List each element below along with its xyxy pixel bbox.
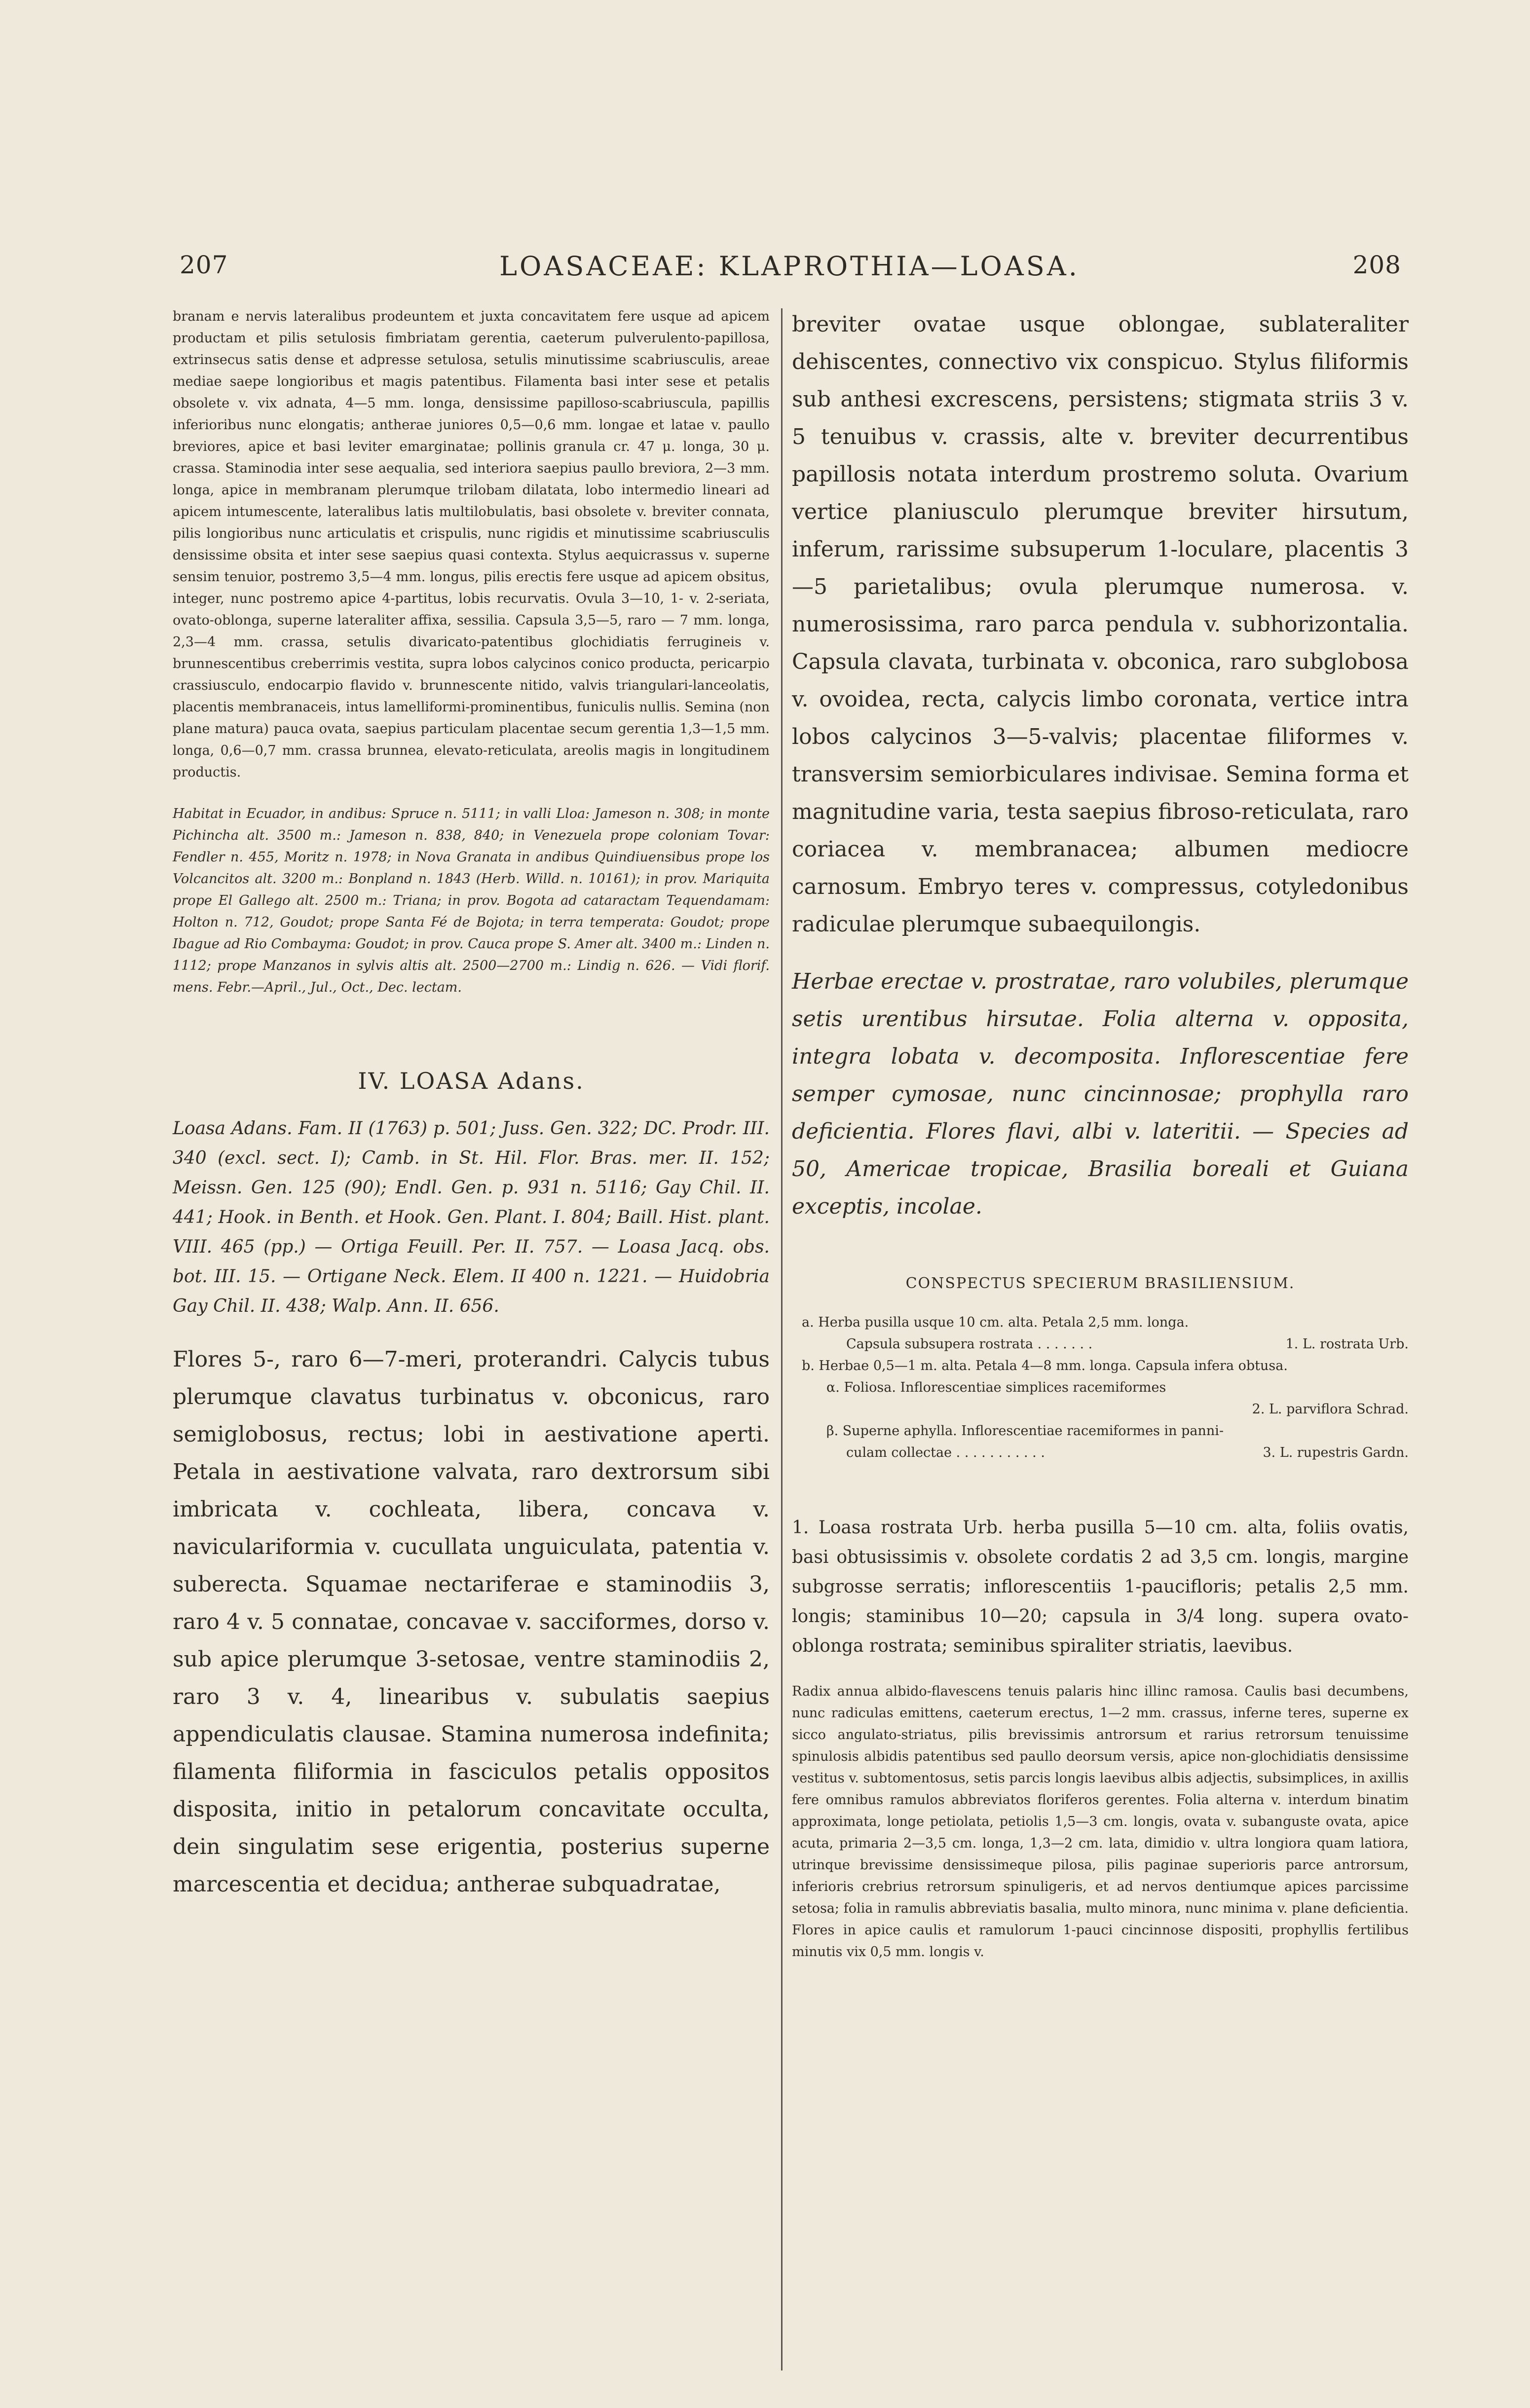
- habitat-paragraph: Habitat in Ecuador, in andibus: Spruce n. 5111; in valli Lloa: Jameson n. 308; in monte Pichincha alt. 3500 m.: Jameson n. 838, 840; in Venezuela prope coloniam Tovar: Fendler n. 455, Moritz n. 1978; in Nova Granata in andibus Quindiuensibus prope los Volcancitos alt. 3200 m.: Bonpland n. 1843 (Herb. Willd. n. 10161); in prov. Mariquita prope El Gallego alt. 2500 m.: Triana; in prov. Bogota ad cataractam Tequendamam: Holton n. 712, Goudot; prope Santa Fé de Bojota; in terra temperata: Goudot; prope Ibague ad Rio Combayma: Goudot; in prov. Cauca prope S. Amer alt. 3400 m.: Linden n. 1112; prope Manzanos in sylvis altis alt. 2500—2700 m.: Lindig n. 626. — Vidi florif. mens. Febr.—April., Jul., Oct., Dec. lectam.: [173, 806, 770, 995]
- left-column: [173, 306, 770, 1903]
- key-line: b. Herbae 0,5—1 m. alta. Petala 4—8 mm. longa. Capsula infera obtusa.: [802, 1358, 1288, 1373]
- genus-description: Flores 5-, raro 6—7-meri, proterandri. Calycis tubus plerumque clavatus turbinatus v. obconicus, raro semiglobosus, rectus; lobi in aestivatione aperti. Petala in aestivatione valvata, raro dextrorsum sibi imbricata v. cochleata, libera, concava v. naviculariformia v. cucullata unguiculata, patentia v. suberecta. Squamae nectariferae e staminodiis 3, raro 4 v. 5 connatae, concavae v. sacciformes, dorso v. sub apice plerumque 3-setosae, ventre staminodiis 2, raro 3 v. 4, linearibus v. subulatis saepius appendiculatis clausae. Stamina numerosa indefinita; filamenta filiformia in fasciculos petalis oppositos disposita, initio in petalorum concavitate occulta, dein singulatim sese erigentia, posterius superne marcescentia et decidua; antherae subquadratae,: [173, 1347, 770, 1897]
- page-number-right: 208: [1352, 251, 1401, 279]
- key-line: β. Superne aphylla. Inflorescentiae racemiformes in panni-: [826, 1423, 1224, 1439]
- species-description: Radix annua albido-flavescens tenuis palaris hinc illinc ramosa. Caulis basi decumbens, nunc radiculas emittens, caeterum erectus, 1—2 mm. crassus, inferne teres, superne ex sicco angulato-striatus, pilis brevissimis antrorsum et rarius retrorsum tenuissime spinulosis albidis patentibus sed paullo deorsum versis, apice non-glochidiatis densissime vestitus v. subtomentosus, setis parcis longis laevibus albis adjectis, subsimplices, in axillis fere omnibus ramulos abbreviatos floriferos gerentes. Folia alterna v. interdum binatim approximata, longe petiolata, petiolis 1,5—3 cm. longis, ovata v. subanguste ovata, apice acuta, primaria 2—3,5 cm. longa, 1,3—2 cm. lata, dimidio v. ultra longiora quam latiora, utrinque brevissime densissimeque pilosa, pilis paginae superioris parce antrorsum, inferioris crebrius retrorsum spinuligeris, et ad nervos dentiumque apices parcissime setosa; folia in ramulis abbreviatis basalia, multo minora, nunc minima v. plane deficientia. Flores in apice caulis et ramulorum 1-pauci cincinnose dispositi, prophyllis fertilibus minutis vix 0,5 mm. longis v.: [792, 1684, 1409, 1960]
- running-title: LOASACEAE: KLAPROTHIA—LOASA.: [499, 251, 1080, 282]
- key-line: 2. L. parviflora Schrad.: [1252, 1402, 1409, 1417]
- page-header: [168, 251, 1411, 295]
- key-line: α. Foliosa. Inflorescentiae simplices racemiformes: [826, 1380, 1166, 1395]
- habit-summary: Herbae erectae v. prostratae, raro volubiles, plerumque setis urentibus hirsutae. Folia alterna v. opposita, integra lobata v. decomposita. Inflorescentiae fere semper cymosae, nunc cincinnosae; prophylla raro deficientia. Flores flavi, albi v. lateritii. — Species ad 50, Americae tropicae, Brasilia boreali et Guiana exceptis, incolae.: [792, 969, 1409, 1219]
- genus-synonymy: Loasa Adans. Fam. II (1763) p. 501; Juss. Gen. 322; DC. Prodr. III. 340 (excl. sect. I); Camb. in St. Hil. Flor. Bras. mer. II. 152; Meissn. Gen. 125 (90); Endl. Gen. p. 931 n. 5116; Gay Chil. II. 441; Hook. in Benth. et Hook. Gen. Plant. I. 804; Baill. Hist. plant. VIII. 465 (pp.) — Ortiga Feuill. Per. II. 757. — Loasa Jacq. obs. bot. III. 15. — Ortigane Neck. Elem. II 400 n. 1221. — Huidobria Gay Chil. II. 438; Walp. Ann. II. 656.: [173, 1118, 770, 1316]
- key-line: a. Herba pusilla usque 10 cm. alta. Petala 2,5 mm. longa.: [802, 1315, 1189, 1330]
- genus-description-continued: breviter ovatae usque oblongae, sublateraliter dehiscentes, connectivo vix conspicuo. Stylus filiformis sub anthesi excrescens, persistens; stigmata striis 3 v. 5 tenuibus v. crassis, alte v. breviter decurrentibus papillosis notata interdum prostremo soluta. Ovarium vertice planiusculo plerumque breviter hirsutum, inferum, rarissime subsuperum 1-loculare, placentis 3—5 parietalibus; ovula plerumque numerosa. v. numerosissima, raro parca pendula v. subhorizontalia. Capsula clavata, turbinata v. obconica, raro subglobosa v. ovoidea, recta, calycis limbo coronata, vertice intra lobos calycinos 3—5-valvis; placentae filiformes v. transversim semiorbiculares indivisae. Semina forma et magnitudine varia, testa saepius fibroso-reticulata, raro coriacea v. membranacea; albumen mediocre carnosum. Embryo teres v. compressus, cotyledonibus radiculae plerumque subaequilongis.: [792, 312, 1409, 937]
- species-diagnosis: 1. Loasa rostrata Urb. herba pusilla 5—10 cm. alta, foliis ovatis, basi obtusissimis v. obsolete cordatis 2 ad 3,5 cm. longis, margine subgrosse serratis; inflorescentiis 1-paucifloris; petalis 2,5 mm. longis; staminibus 10—20; capsula in 3/4 long. supera ovato-oblonga rostrata; seminibus spiraliter striatis, laevibus.: [792, 1518, 1409, 1656]
- column-divider: [781, 308, 783, 2371]
- right-column: [792, 306, 1409, 1963]
- conspectus-title: CONSPECTUS SPECIERUM BRASILIENSIUM.: [905, 1275, 1295, 1292]
- page-number-left: 207: [180, 251, 228, 279]
- key-line: Capsula subsupera rostrata . . . . . . . 1. L. rostrata Urb.: [846, 1336, 1409, 1352]
- genus-heading: IV. LOASA Adans.: [358, 1068, 585, 1094]
- conspectus-key: [792, 1312, 1409, 1464]
- description-continued: branam e nervis lateralibus prodeuntem et juxta concavitatem fere usque ad apicem productam et pilis setulosis fimbriatam gerentia, caeterum pulverulento-papillosa, extrinsecus satis dense et adpresse setulosa, setulis minutissime scabriusculis, areae mediae saepe longioribus et magis patentibus. Filamenta basi inter sese et petalis obsolete v. vix adnata, 4—5 mm. longa, densissime papilloso-scabriuscula, papillis inferioribus nunc elongatis; antherae juniores 0,5—0,6 mm. longae et latae v. paullo breviores, apice et basi leviter emarginatae; pollinis granula cr. 47 μ. longa, 30 μ. crassa. Staminodia inter sese aequalia, sed interiora saepius paullo breviora, 2—3 mm. longa, apice in membranam plerumque trilobam dilatata, lobo intermedio lineari ad apicem intumescente, lateralibus latis multilobulatis, basi obsolete v. breviter connata, pilis longioribus nunc articulatis et crispulis, nunc rigidis et minutissime scabriusculis densissime obsita et inter sese saepius quasi contexta. Stylus aequicrassus v. superne sensim tenuior, postremo 3,5—4 mm. longus, pilis erectis fere usque ad apicem obsitus, integer, nunc postremo apice 4-partitus, lobis recurvatis. Ovula 3—10, 1- v. 2-seriata, ovato-oblonga, superne lateraliter affixa, sessilia. Capsula 3,5—5, raro — 7 mm. longa, 2,3—4 mm. crassa, setulis divaricato-patentibus glochidiatis ferrugineis v. brunnescentibus creberrimis vestita, supra lobos calycinos conico producta, pericarpio crassiusculo, endocarpio flavido v. brunnescente nitido, valvis triangulari-lanceolatis, placentis membranaceis, intus lamelliformi-prominentibus, funiculis nullis. Semina (non plane matura) pauca ovata, saepius particulam placentae secum gerentia 1,3—1,5 mm. longa, 0,6—0,7 mm. crassa brunnea, elevato-reticulata, areolis magis in longitudinem productis.: [173, 309, 770, 780]
- key-line: culam collectae . . . . . . . . . . . 3. L. rupestris Gardn.: [846, 1445, 1409, 1460]
